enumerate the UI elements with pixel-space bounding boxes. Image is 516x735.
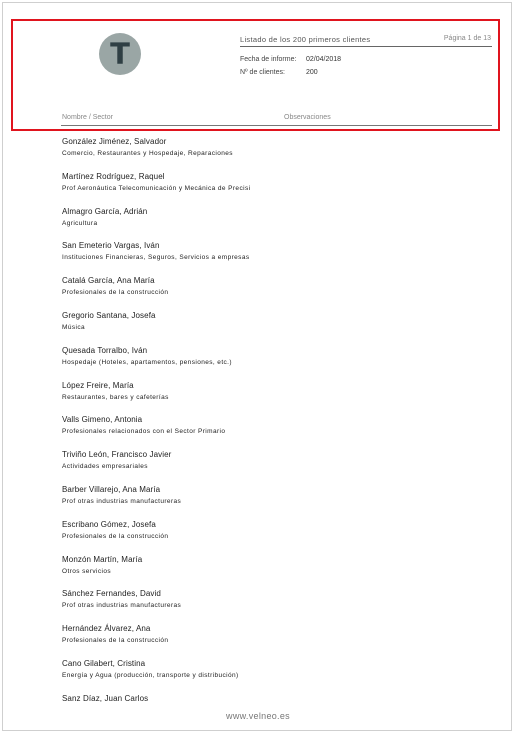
column-header-name-sector: Nombre / Sector <box>62 114 113 121</box>
client-name: San Emeterio Vargas, Iván <box>62 241 160 251</box>
client-row <box>62 310 250 345</box>
client-name: González Jiménez, Salvador <box>62 137 167 146</box>
client-name: Valls Gimeno, Antonia <box>62 415 143 425</box>
client-sector: Profesionales relacionados con el Sector Primario <box>62 428 226 436</box>
client-name: Almagro García, Adrián <box>62 206 148 216</box>
client-name: Sanz Díaz, Juan Carlos <box>62 693 149 703</box>
client-name: Triviño León, Francisco Javier <box>62 450 172 460</box>
client-sector: Energía y Agua (producción, transporte y distribución) <box>62 671 239 679</box>
report-date-label: Fecha de informe: <box>240 56 297 63</box>
client-sector: Otros servicios <box>62 567 111 575</box>
client-sector: Prof otras industrias manufactureras <box>62 602 182 610</box>
client-row <box>62 414 250 449</box>
client-row <box>62 623 250 658</box>
client-sector: Actividades empresariales <box>62 463 148 471</box>
client-sector: Profesionales de la construcción <box>62 289 169 297</box>
client-sector: Prof otras industrias manufactureras <box>62 497 182 505</box>
client-sector: Instituciones Financieras, Seguros, Servicios a empresas <box>62 254 250 262</box>
client-sector: Profesionales de la construcción <box>62 637 169 645</box>
client-row <box>62 588 250 623</box>
client-name: Martínez Rodríguez, Raquel <box>62 171 165 181</box>
client-name: Monzón Martín, María <box>62 554 143 564</box>
client-row <box>62 380 250 415</box>
client-row <box>62 484 250 519</box>
client-row <box>62 345 250 380</box>
logo-letter: T <box>110 36 130 71</box>
client-sector: Música <box>62 323 85 331</box>
client-row <box>62 449 250 484</box>
client-row <box>62 240 250 275</box>
client-sector: Hospedaje (Hoteles, apartamentos, pensiones, etc.) <box>62 358 232 366</box>
client-sector: Restaurantes, bares y cafeterías <box>62 393 169 401</box>
client-name: Catalá García, Ana María <box>62 276 155 286</box>
report-date-value: 02/04/2018 <box>306 56 342 63</box>
report-title: Listado de los 200 primeros clientes <box>240 35 371 44</box>
client-name: Quesada Torralbo, Iván <box>62 345 148 355</box>
title-divider <box>240 46 492 47</box>
client-sector: Prof Aeronáutica Telecomunicación y Mecánica de Precisi <box>62 184 251 192</box>
client-row <box>62 275 250 310</box>
client-name: Sánchez Fernandes, David <box>62 589 161 599</box>
client-count-value: 200 <box>306 69 318 76</box>
client-row <box>62 136 250 171</box>
client-row <box>62 206 250 241</box>
client-count-label: Nº de clientes: <box>240 69 285 76</box>
client-name: López Freire, María <box>62 380 134 390</box>
company-logo <box>99 33 141 75</box>
client-sector: Agricultura <box>62 219 98 227</box>
client-name: Barber Villarejo, Ana María <box>62 484 161 494</box>
column-header-observations: Observaciones <box>284 114 331 121</box>
page-indicator: Página 1 de 13 <box>443 35 491 42</box>
client-name: Cano Gilabert, Cristina <box>62 658 146 668</box>
client-row <box>62 171 250 206</box>
header-divider <box>61 125 492 126</box>
client-row <box>62 658 250 693</box>
client-row <box>62 519 250 554</box>
client-list <box>62 136 250 728</box>
client-name: Hernández Álvarez, Ana <box>62 624 151 634</box>
client-name: Gregorio Santana, Josefa <box>62 310 156 320</box>
footer-website: www.velneo.es <box>226 711 290 721</box>
client-sector: Comercio, Restaurantes y Hospedaje, Reparaciones <box>62 150 233 157</box>
client-row <box>62 554 250 589</box>
client-sector: Profesionales de la construcción <box>62 532 169 540</box>
client-name: Escribano Gómez, Josefa <box>62 519 156 529</box>
